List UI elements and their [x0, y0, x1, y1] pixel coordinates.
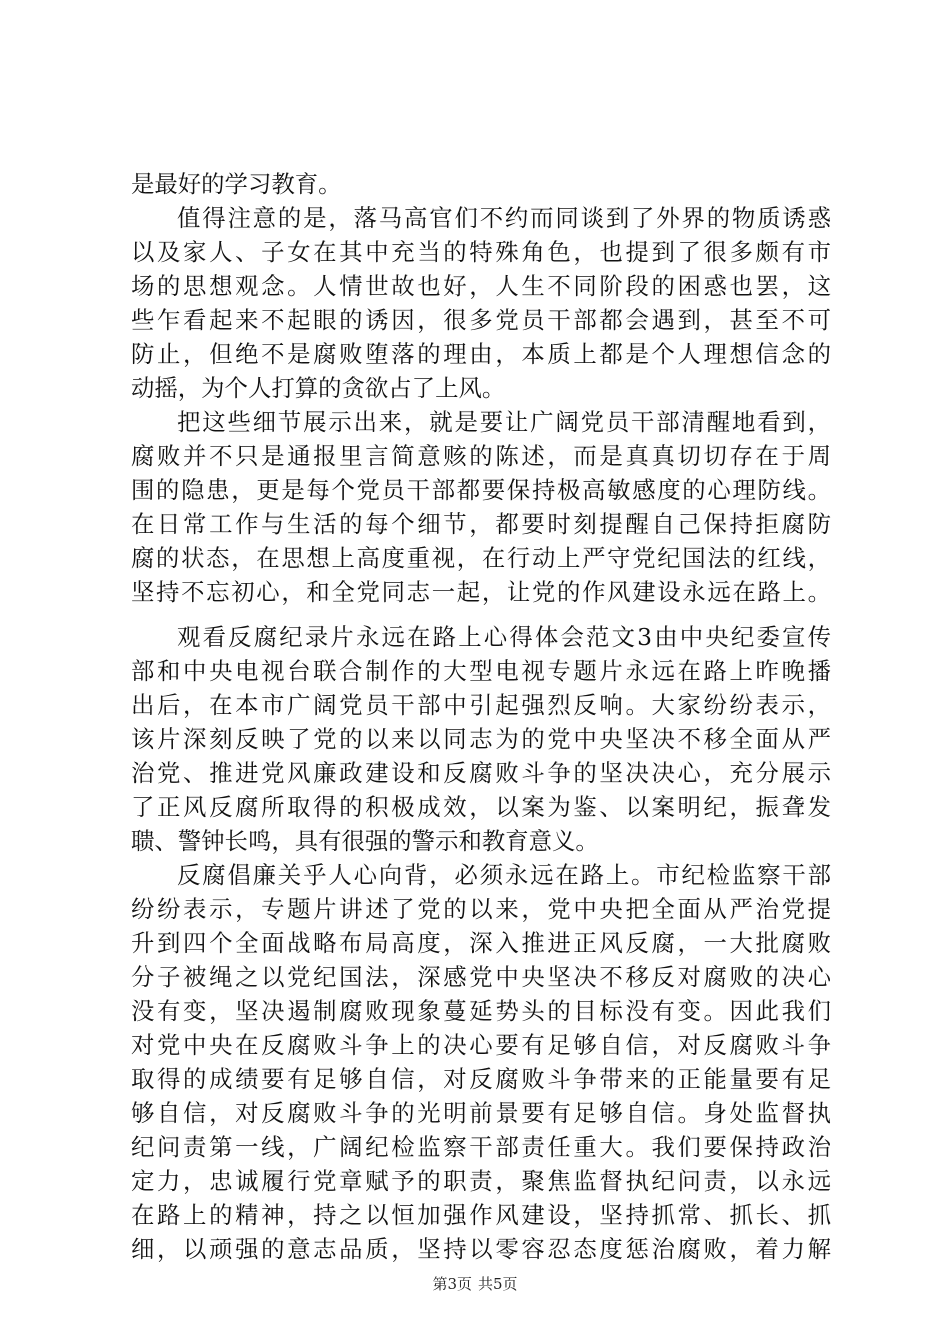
text-line: 该片深刻反映了党的以来以同志为的党中央坚决不移全面从严: [131, 725, 831, 753]
text-line: 把这些细节展示出来，就是要让广阔党员干部清醒地看到，: [177, 408, 831, 436]
text-line: 部和中央电视台联合制作的大型电视专题片永远在路上昨晚播: [131, 657, 831, 685]
text-line: 围的隐患，更是每个党员干部都要保持极高敏感度的心理防线。: [131, 476, 831, 504]
text-line: 反腐倡廉关乎人心向背，必须永远在路上。市纪检监察干部: [177, 861, 831, 889]
text-line: 定力，忠诚履行党章赋予的职责，聚焦监督执纪问责，以永远: [131, 1167, 831, 1195]
text-line: 些乍看起来不起眼的诱因，很多党员干部都会遇到，甚至不可: [131, 306, 831, 334]
text-line: 够自信，对反腐败斗争的光明前景要有足够自信。身处监督执: [131, 1099, 831, 1127]
text-line: 在路上的精神，持之以恒加强作风建设，坚持抓常、抓长、抓: [131, 1201, 831, 1229]
section-1: [131, 167, 831, 609]
text-line: 纷纷表示，专题片讲述了党的以来，党中央把全面从严治党提: [131, 895, 831, 923]
page-total: 共5页: [478, 1275, 518, 1293]
text-line: 腐败并不只是通报里言简意赅的陈述，而是真真切切存在于周: [131, 442, 831, 470]
page-number: 第3页: [432, 1275, 472, 1293]
text-line: 纪问责第一线，广阔纪检监察干部责任重大。我们要保持政治: [131, 1133, 831, 1161]
text-line: 聩、警钟长鸣，具有很强的警示和教育意义。: [131, 827, 599, 855]
text-line: 值得注意的是，落马高官们不约而同谈到了外界的物质诱惑: [177, 204, 831, 232]
section-2: [131, 620, 831, 1266]
text-line: 治党、推进党风廉政建设和反腐败斗争的坚决决心，充分展示: [131, 759, 831, 787]
page-footer: [0, 1274, 950, 1294]
text-line: 在日常工作与生活的每个细节，都要时刻提醒自己保持拒腐防: [131, 510, 831, 538]
text-line: 坚持不忘初心，和全党同志一起，让党的作风建设永远在路上。: [131, 578, 831, 606]
text-line: 防止，但绝不是腐败堕落的理由，本质上都是个人理想信念的: [131, 340, 831, 368]
text-line: 场的思想观念。人情世故也好，人生不同阶段的困惑也罢，这: [131, 272, 831, 300]
text-line: 没有变，坚决遏制腐败现象蔓延势头的目标没有变。因此我们: [131, 997, 831, 1025]
text-line: 升到四个全面战略布局高度，深入推进正风反腐，一大批腐败: [131, 929, 831, 957]
text-line: 分子被绳之以党纪国法，深感党中央坚决不移反对腐败的决心: [131, 963, 831, 991]
text-line: 以及家人、子女在其中充当的特殊角色，也提到了很多颇有市: [131, 238, 831, 266]
text-line: 对党中央在反腐败斗争上的决心要有足够自信，对反腐败斗争: [131, 1031, 831, 1059]
text-line: 细，以顽强的意志品质，坚持以零容忍态度惩治腐败，着力解: [131, 1235, 831, 1263]
text-line: 取得的成绩要有足够自信，对反腐败斗争带来的正能量要有足: [131, 1065, 831, 1093]
text-line: 了正风反腐所取得的积极成效，以案为鉴、以案明纪，振聋发: [131, 793, 831, 821]
text-line: 腐的状态，在思想上高度重视，在行动上严守党纪国法的红线，: [131, 544, 831, 572]
text-line: 动摇，为个人打算的贪欲占了上风。: [131, 374, 506, 402]
text-line: 观看反腐纪录片永远在路上心得体会范文3由中央纪委宣传: [177, 623, 831, 651]
text-line: 是最好的学习教育。: [131, 170, 342, 198]
text-line: 出后，在本市广阔党员干部中引起强烈反响。大家纷纷表示，: [131, 691, 831, 719]
